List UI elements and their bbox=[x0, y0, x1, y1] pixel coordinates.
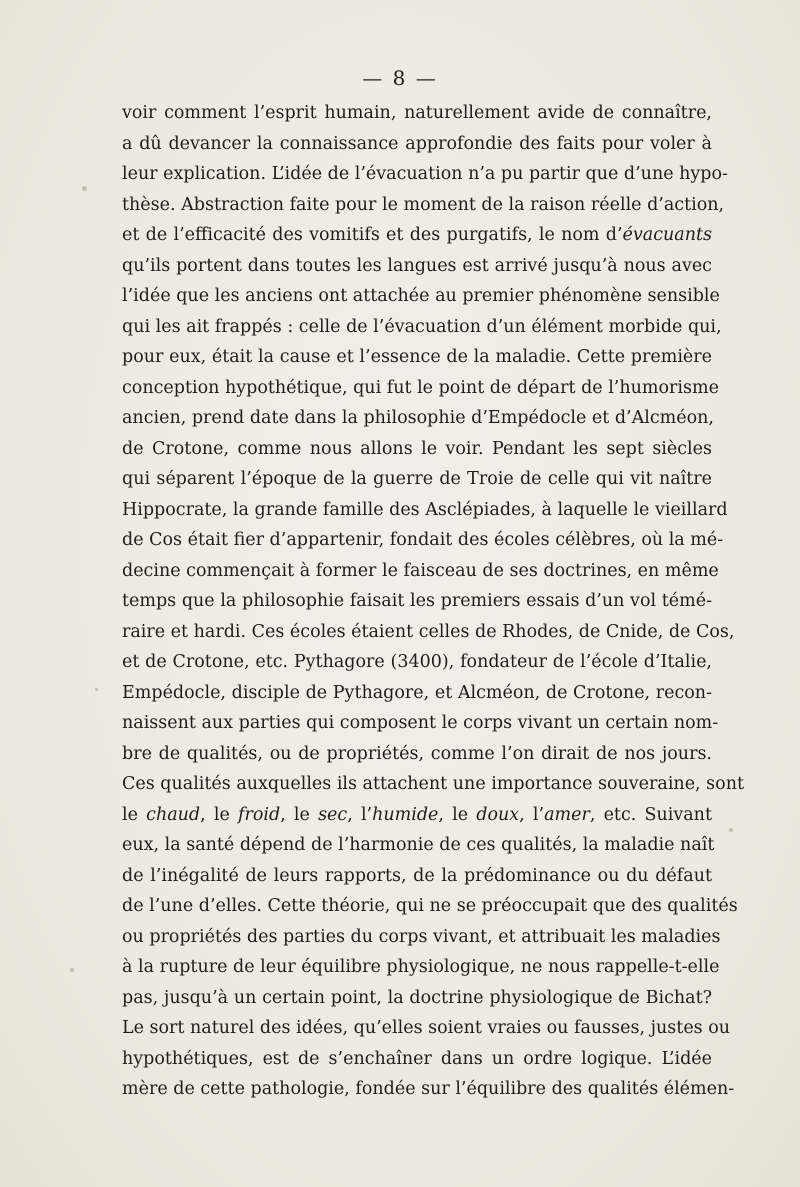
text-line bbox=[122, 1074, 735, 1105]
text-line bbox=[122, 830, 715, 861]
text-line bbox=[122, 800, 712, 831]
text-line bbox=[122, 739, 712, 770]
text-line bbox=[122, 312, 722, 343]
text-line bbox=[122, 220, 712, 251]
text-line bbox=[122, 251, 712, 282]
text-segment: temps que la philosophie faisait les premiers essais d’un vol témé- bbox=[122, 591, 712, 611]
text-segment: , l’ bbox=[519, 804, 545, 825]
text-segment: , etc. Suivant bbox=[589, 804, 712, 825]
text-segment: leur explication. L’idée de l’évacuation n’a pu partir que d’une hypo- bbox=[122, 164, 728, 184]
text-line bbox=[122, 1013, 731, 1044]
text-segment: , l’ bbox=[347, 804, 373, 825]
text-line bbox=[122, 464, 712, 495]
text-line bbox=[122, 373, 719, 404]
text-segment: de l’inégalité de leurs rapports, de la prédominance ou du défaut bbox=[122, 865, 712, 886]
italic-term: chaud bbox=[146, 804, 201, 825]
italic-term: doux bbox=[476, 804, 520, 825]
text-segment: , le bbox=[280, 804, 319, 825]
text-segment: Le sort naturel des idées, qu’elles soient vraies ou fausses, justes ou bbox=[122, 1018, 731, 1038]
text-line bbox=[122, 525, 724, 556]
text-segment: raire et hardi. Ces écoles étaient celles de Rhodes, de Cnide, de Cos, bbox=[122, 621, 735, 642]
text-segment: qui séparent l’époque de la guerre de Troie de celle qui vit naître bbox=[122, 469, 712, 489]
text-segment: hypothétiques, est de s’enchaîner dans un ordre logique. L’idée bbox=[122, 1048, 712, 1069]
text-line bbox=[122, 617, 735, 648]
text-line bbox=[122, 129, 712, 160]
text-segment: Empédocle, disciple de Pythagore, et Alcméon, de Crotone, recon- bbox=[122, 682, 712, 703]
text-line bbox=[122, 190, 725, 221]
text-segment: le bbox=[122, 804, 147, 825]
page-number: — 8 — bbox=[362, 66, 438, 90]
text-line bbox=[122, 891, 738, 922]
italic-term: évacuants bbox=[622, 225, 712, 245]
text-line bbox=[122, 861, 712, 892]
text-line bbox=[122, 678, 712, 709]
text-segment: et de l’efficacité des vomitifs et des purgatifs, le nom d’ bbox=[122, 225, 623, 245]
text-segment: qu’ils portent dans toutes les langues est arrivé jusqu’à nous avec bbox=[122, 255, 712, 276]
text-segment: Hippocrate, la grande famille des Asclépiades, à laquelle le vieillard bbox=[122, 499, 728, 520]
text-segment: a dû devancer la connaissance approfondie des faits pour voler à bbox=[122, 133, 712, 154]
body-text bbox=[122, 98, 744, 1105]
text-segment: mère de cette pathologie, fondée sur l’équilibre des qualités élémen- bbox=[122, 1079, 735, 1099]
text-line bbox=[122, 708, 719, 739]
text-segment: de Cos était fier d’appartenir, fondait des écoles célèbres, où la mé- bbox=[122, 530, 724, 550]
text-segment: à la rupture de leur équilibre physiologique, ne nous rappelle-t-elle bbox=[122, 957, 720, 977]
text-segment: eux, la santé dépend de l’harmonie de ces qualités, la maladie naît bbox=[122, 835, 715, 855]
text-segment: , le bbox=[200, 804, 238, 825]
text-segment: pour eux, était la cause et l’essence de la maladie. Cette première bbox=[122, 347, 712, 367]
text-segment: , le bbox=[438, 804, 477, 825]
paper-speck bbox=[95, 688, 98, 691]
italic-term: amer bbox=[544, 804, 590, 825]
text-line bbox=[122, 434, 712, 465]
italic-term: sec bbox=[318, 804, 348, 825]
paper-speck bbox=[729, 828, 733, 832]
text-line bbox=[122, 983, 712, 1014]
text-line bbox=[122, 556, 719, 587]
text-segment: Ces qualités auxquelles ils attachent une importance souveraine, sont bbox=[122, 774, 744, 794]
text-line bbox=[122, 1044, 712, 1075]
text-line bbox=[122, 342, 712, 373]
text-line bbox=[122, 281, 720, 312]
paper-speck bbox=[82, 186, 87, 191]
text-line bbox=[122, 159, 728, 190]
text-line bbox=[122, 495, 728, 526]
italic-term: humide bbox=[372, 804, 439, 825]
text-segment: et de Crotone, etc. Pythagore (3400), fondateur de l’école d’Italie, bbox=[122, 652, 712, 672]
text-segment: ou propriétés des parties du corps vivant, et attribuait les maladies bbox=[122, 926, 721, 947]
text-line bbox=[122, 922, 721, 953]
text-line bbox=[122, 647, 712, 678]
text-segment: thèse. Abstraction faite pour le moment de la raison réelle d’action, bbox=[122, 194, 725, 215]
text-line bbox=[122, 403, 712, 434]
text-line bbox=[122, 98, 712, 129]
paper-speck bbox=[70, 968, 74, 972]
text-line bbox=[122, 586, 712, 617]
text-line bbox=[122, 952, 720, 983]
text-segment: bre de qualités, ou de propriétés, comme l’on dirait de nos jours. bbox=[122, 743, 712, 764]
text-segment: voir comment l’esprit humain, naturellement avide de connaître, bbox=[122, 103, 712, 123]
italic-term: froid bbox=[238, 804, 281, 825]
text-segment: de Crotone, comme nous allons le voir. Pendant les sept siècles bbox=[122, 438, 712, 459]
text-segment: ancien, prend date dans la philosophie d’Empédocle et d’Alcméon, bbox=[122, 408, 714, 428]
text-segment: conception hypothétique, qui fut le point de départ de l’humorisme bbox=[122, 377, 719, 398]
text-segment: naissent aux parties qui composent le corps vivant un certain nom- bbox=[122, 713, 719, 733]
text-segment: qui les ait frappés : celle de l’évacuation d’un élément morbide qui, bbox=[122, 316, 722, 337]
text-line bbox=[122, 769, 744, 800]
text-segment: pas, jusqu’à un certain point, la doctrine physiologique de Bichat? bbox=[122, 987, 712, 1008]
text-segment: decine commençait à former le faisceau de ses doctrines, en même bbox=[122, 560, 719, 581]
text-segment: de l’une d’elles. Cette théorie, qui ne se préoccupait que des qualités bbox=[122, 896, 738, 916]
text-segment: l’idée que les anciens ont attachée au premier phénomène sensible bbox=[122, 286, 720, 306]
